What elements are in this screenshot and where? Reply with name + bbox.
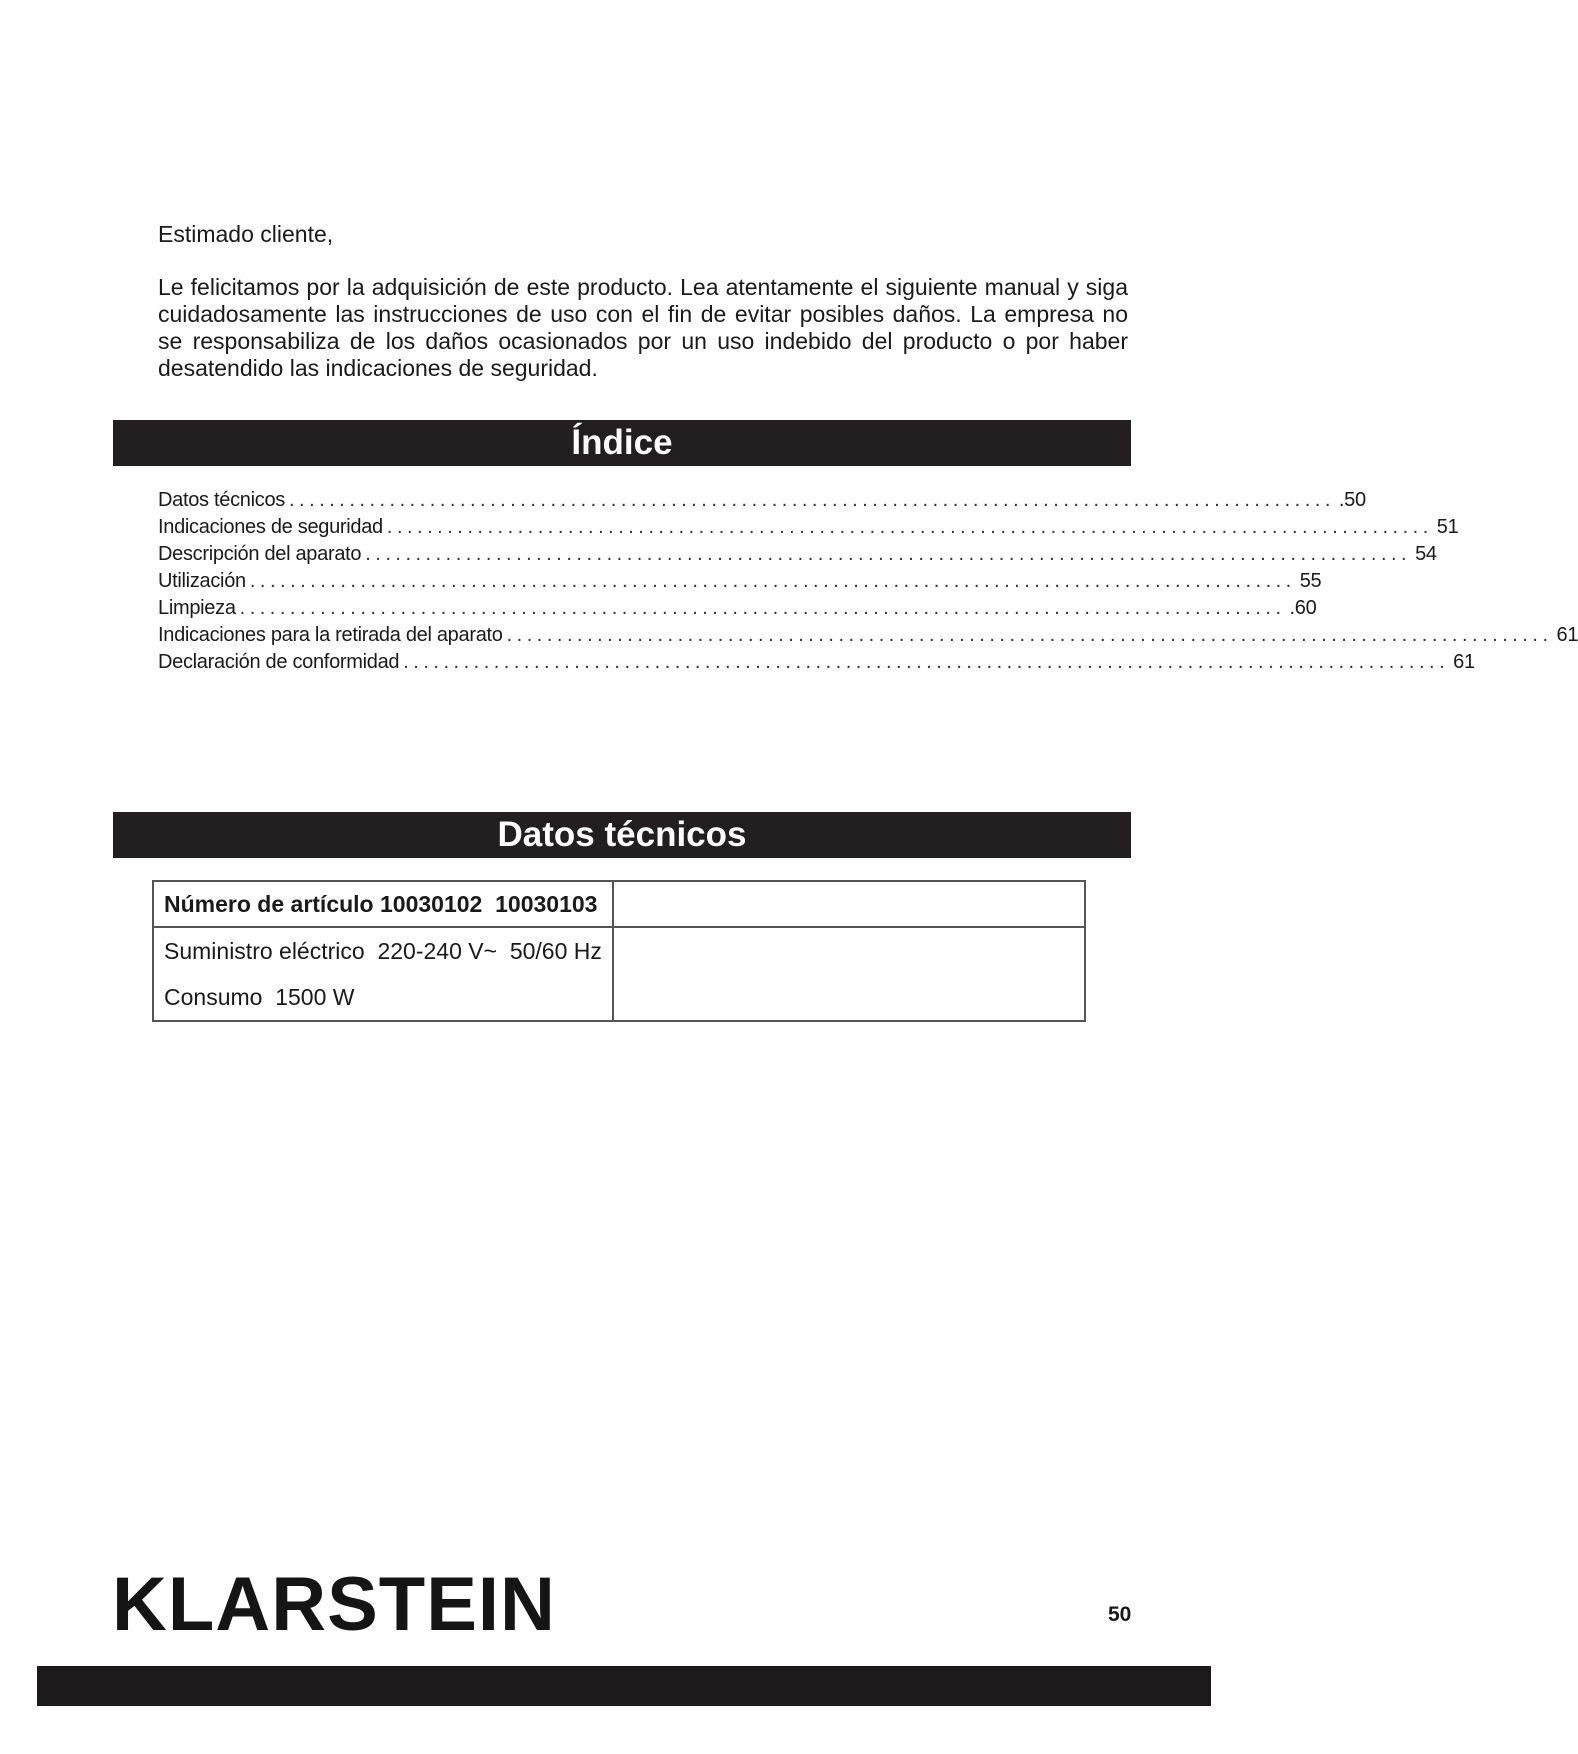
toc-entry-page: 51 xyxy=(1436,516,1459,538)
toc-entry-title: Utilización xyxy=(158,570,246,592)
power-supply-label: Suministro eléctrico xyxy=(164,938,365,964)
toc-entry-title: Declaración de conformidad xyxy=(158,651,400,673)
toc-entry-page: 61 xyxy=(1453,651,1475,673)
table-of-contents xyxy=(158,489,1578,678)
consumption-label: Consumo xyxy=(164,984,263,1010)
brand-logo: KLARSTEIN xyxy=(112,1562,556,1647)
specs-cell xyxy=(153,927,613,1021)
toc-entry-page: 54 xyxy=(1415,543,1437,565)
toc-entry[interactable] xyxy=(158,624,1578,651)
tech-data-heading: Datos técnicos xyxy=(113,812,1131,858)
toc-leader-dots: ........................................................................................................ xyxy=(403,651,1450,673)
toc-leader-dots: ........................................................................................................ xyxy=(506,624,1553,646)
toc-entry[interactable] xyxy=(158,516,1459,543)
toc-entry[interactable] xyxy=(158,651,1475,678)
empty-cell xyxy=(613,881,1085,927)
article-number-value: 10030102 10030103 xyxy=(380,890,598,917)
toc-entry-page: 55 xyxy=(1299,570,1322,592)
tech-specs-table xyxy=(152,880,1086,1022)
power-supply-value: 220-240 V~ 50/60 Hz xyxy=(377,938,602,964)
toc-leader-dots: ........................................................................................................ xyxy=(249,570,1296,592)
article-number-cell xyxy=(153,881,613,927)
page-number: 50 xyxy=(1108,1603,1132,1626)
toc-entry-title: Limpieza xyxy=(158,597,236,619)
toc-leader-dots: ........................................................................................................ xyxy=(386,516,1433,538)
toc-entry-page: 61 xyxy=(1556,624,1578,646)
toc-entry[interactable] xyxy=(158,570,1322,597)
toc-leader-dots: ........................................................................................................ xyxy=(288,489,1335,511)
toc-entry[interactable] xyxy=(158,543,1437,570)
intro-paragraph: Le felicitamos por la adquisición de este producto. Lea atentamente el siguiente manual y siga cuidadosamente las instrucciones de uso con el fin de evitar posibles daños. La empresa no se responsabiliza de los daños ocasionados por un uso indebido del producto o por haber desatendido las indicaciones de seguridad. xyxy=(158,274,1128,381)
toc-entry[interactable] xyxy=(158,489,1366,516)
toc-entry-title: Indicaciones para la retirada del aparato xyxy=(158,624,503,646)
table-row xyxy=(153,881,1085,927)
toc-leader-dots: ........................................................................................................ xyxy=(365,543,1412,565)
table-row xyxy=(153,927,1085,1021)
toc-entry-page: .60 xyxy=(1289,597,1317,619)
article-number-label: Número de artículo xyxy=(164,890,374,917)
greeting: Estimado cliente, xyxy=(158,221,334,247)
empty-cell xyxy=(613,927,1085,1021)
index-heading: Índice xyxy=(113,420,1131,466)
toc-entry-title: Indicaciones de seguridad xyxy=(158,516,383,538)
consumption-value: 1500 W xyxy=(275,984,355,1010)
toc-entry-title: Descripción del aparato xyxy=(158,543,362,565)
toc-entry-title: Datos técnicos xyxy=(158,489,285,511)
toc-entry-page: .50 xyxy=(1338,489,1366,511)
toc-leader-dots: ........................................................................................................ xyxy=(239,597,1286,619)
toc-entry[interactable] xyxy=(158,597,1317,624)
footer-bar xyxy=(37,1666,1211,1706)
